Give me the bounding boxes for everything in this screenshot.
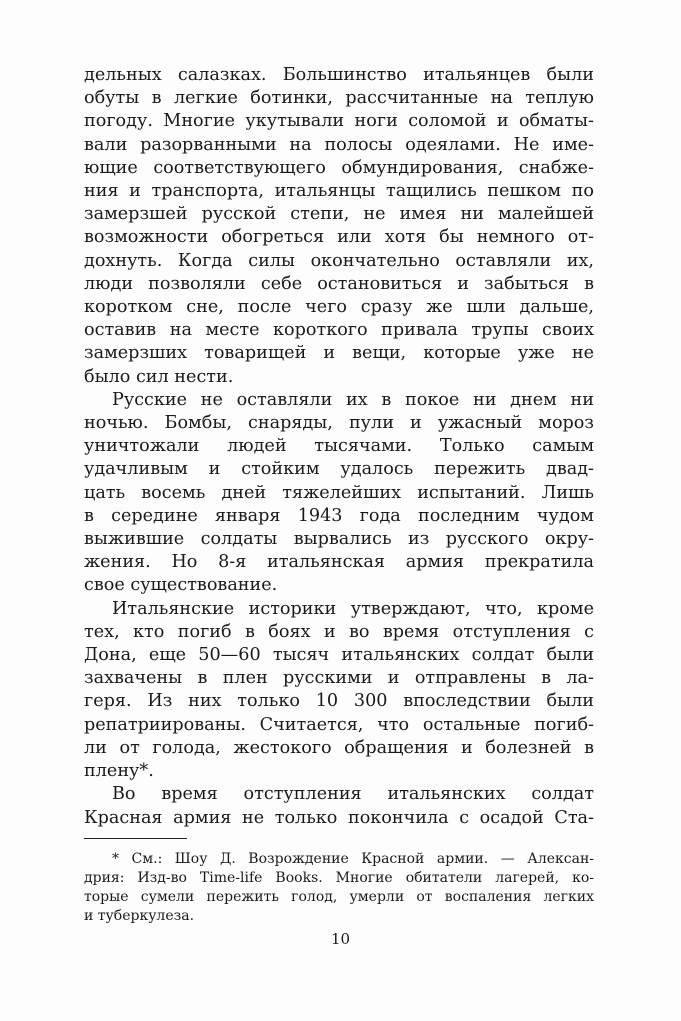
footnote: [84, 850, 594, 926]
text-line: вали разорванными на полосы одеялами. Не име-: [84, 134, 594, 155]
paragraph-3: [84, 598, 594, 784]
text-line: ющие соответствующего обмундирования, снабже-: [84, 157, 594, 178]
text-line: цать восемь дней тяжелейших испытаний. Лишь: [84, 482, 594, 503]
text-line: репатриированы. Считается, что остальные погиб-: [84, 714, 594, 735]
text-line: ния и транспорта, итальянцы тащились пешком по: [84, 181, 594, 202]
footnote-line: * См.: Шоу Д. Возрождение Красной армии. — Алексан-: [112, 851, 594, 867]
text-line: удачливым и стойким удалось пережить двад-: [84, 459, 594, 480]
page-number: 10: [330, 930, 351, 948]
text-line: замерзших товарищей и вещи, которые уже не: [84, 343, 594, 364]
text-line: Дона, еще 50—60 тысяч итальянских солдат были: [84, 645, 594, 666]
text-line: свое существование.: [84, 575, 278, 596]
text-line: погоду. Многие укутывали ноги соломой и обматы-: [84, 111, 594, 132]
paragraph-1: [84, 64, 594, 389]
footnote-line: торые сумели пережить голод, умерли от воспаления легких: [84, 889, 594, 905]
text-line: геря. Из них только 10 300 впоследствии были: [84, 691, 594, 712]
footnote-line: дрия: Изд-во Time-life Books. Многие обитатели лагерей, ко-: [84, 870, 594, 886]
footnote-line: и туберкулеза.: [84, 908, 195, 924]
text-line: люди позволяли себе остановиться и забыться в: [84, 273, 594, 294]
text-line: возможности обогреться или хотя бы немного от-: [84, 227, 594, 248]
text-line: ли от голода, жестокого обращения и болезней в: [84, 737, 594, 758]
text-line: оставив на месте короткого привала трупы своих: [84, 320, 594, 341]
text-line: коротком сне, после чего сразу же шли дальше,: [84, 297, 594, 318]
text-line: в середине января 1943 года последним чудом: [84, 505, 594, 526]
text-line: выжившие солдаты вырвались из русского окру-: [84, 529, 594, 550]
text-line: Во время отступления итальянских солдат: [112, 784, 594, 805]
text-line: обуты в легкие ботинки, рассчитанные на теплую: [84, 88, 594, 109]
body-text: [84, 64, 594, 830]
text-line: плену*.: [84, 761, 154, 782]
text-line: дохнуть. Когда силы окончательно оставляли их,: [84, 250, 594, 271]
text-line: замерзшей русской степи, не имея ни малейшей: [84, 204, 594, 225]
text-line: захвачены в плен русскими и отправлены в ла-: [84, 668, 594, 689]
text-line: жения. Но 8-я итальянская армия прекратила: [84, 552, 594, 573]
text-line: было сил нести.: [84, 366, 234, 387]
text-line: уничтожали людей тысячами. Только самым: [84, 436, 594, 457]
text-line: тех, кто погиб в боях и во время отступления с: [84, 621, 594, 642]
text-line: Итальянские историки утверждают, что, кроме: [112, 598, 594, 619]
paragraph-2: [84, 389, 594, 598]
text-line: ночью. Бомбы, снаряды, пули и ужасный мороз: [84, 413, 594, 434]
footnote-divider: [84, 838, 187, 839]
text-line: Русские не оставляли их в покое ни днем ни: [112, 389, 594, 410]
paragraph-4: [84, 783, 594, 829]
text-line: дельных салазках. Большинство итальянцев были: [84, 65, 594, 85]
text-line: Красная армия не только покончила с осадой Ста-: [84, 807, 594, 828]
